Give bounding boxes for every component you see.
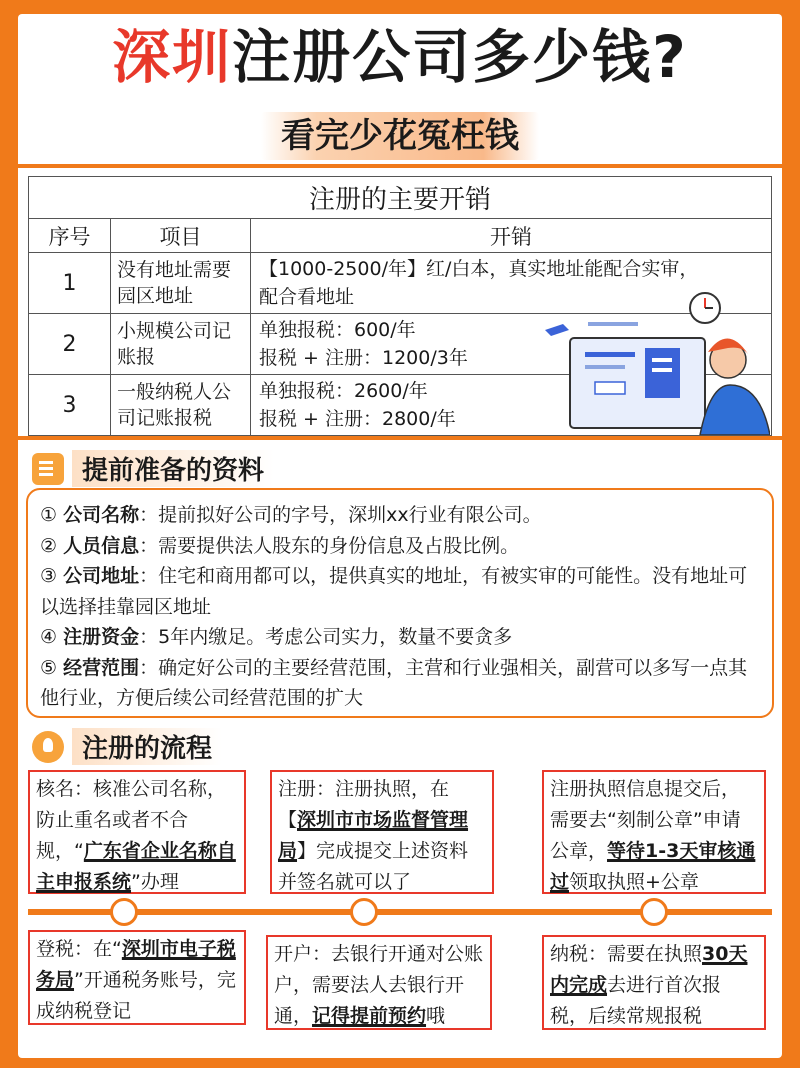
flow-step: 核名：核准公司名称，防止重名或者不合规，“广东省企业名称自主申报系统”办理 [28,770,246,894]
flow-step: 开户：去银行开通对公账户，需要法人去银行开通，记得提前预约哦 [266,935,492,1030]
row-no: 1 [29,253,111,314]
prep-section-heading [32,450,274,487]
lightbulb-icon [32,731,64,763]
flow-step: 纳税：需要在执照30天内完成去进行首次报税，后续常规报税 [542,935,766,1030]
divider [18,436,782,440]
col-header-no: 序号 [29,219,111,253]
list-item: ④ 注册资金：5年内缴足。考虑公司实力，数量不要贪多 [40,626,513,648]
prep-list [26,488,774,718]
list-item: ③ 公司地址：住宅和商用都可以，提供真实的地址，有被实审的可能性。没有地址可以选择挂靠园区地址 [40,565,748,618]
timeline-dot [640,898,668,926]
row-item: 小规模公司记账报 [111,314,251,375]
flow-step: 登税：在“深圳市电子税务局”开通税务账号，完成纳税登记 [28,930,246,1025]
row-cost-line: 报税 + 注册：1200/3年 [259,347,468,369]
col-header-item: 项目 [111,219,251,253]
row-cost-line: 单独报税：2600/年 [259,380,428,402]
row-cost-line: 配合看地址 [259,286,355,308]
prep-heading-text: 提前准备的资料 [72,450,274,487]
row-no: 2 [29,314,111,375]
list-item: ⑤ 经营范围：确定好公司的主要经营范围，主营和行业强相关，副营可以多写一点其他行业，方便后续公司经营范围的扩大 [40,656,748,709]
flow-section-heading [32,728,222,765]
office-illustration [540,290,770,435]
row-cost-line: 【1000-2500/年】红/白本，真实地址能配合实审， [259,258,699,280]
timeline-dot [110,898,138,926]
list-item: ② 人员信息：需要提供法人股东的身份信息及占股比例。 [40,534,520,557]
row-cost-line: 单独报税：600/年 [259,319,416,341]
divider [18,164,782,168]
screen-icon [570,338,705,428]
page-title [0,22,800,92]
flow-step: 注册：注册执照，在【深圳市市场监督管理局】完成提交上述资料并签名就可以了 [270,770,494,894]
document-icon [32,453,64,485]
row-item: 没有地址需要园区地址 [111,253,251,314]
flow-step: 注册执照信息提交后，需要去“刻制公章”申请公章，等待1-3天审核通过领取执照+公章 [542,770,766,894]
list-item: ① 公司名称：提前拟好公司的字号，深圳xx行业有限公司。 [40,504,542,526]
row-no: 3 [29,375,111,436]
cost-table-caption: 注册的主要开销 [29,177,772,219]
title-highlight: 深圳 [112,23,233,91]
page-subtitle: 看完少花冤枉钱 [261,112,539,160]
row-item: 一般纳税人公司记账报税 [111,375,251,436]
timeline-dot [350,898,378,926]
row-cost-line: 报税 + 注册：2800/年 [259,408,456,430]
col-header-cost: 开销 [251,219,772,253]
title-rest: 注册公司多少钱? [232,23,688,91]
flow-heading-text: 注册的流程 [72,728,222,765]
